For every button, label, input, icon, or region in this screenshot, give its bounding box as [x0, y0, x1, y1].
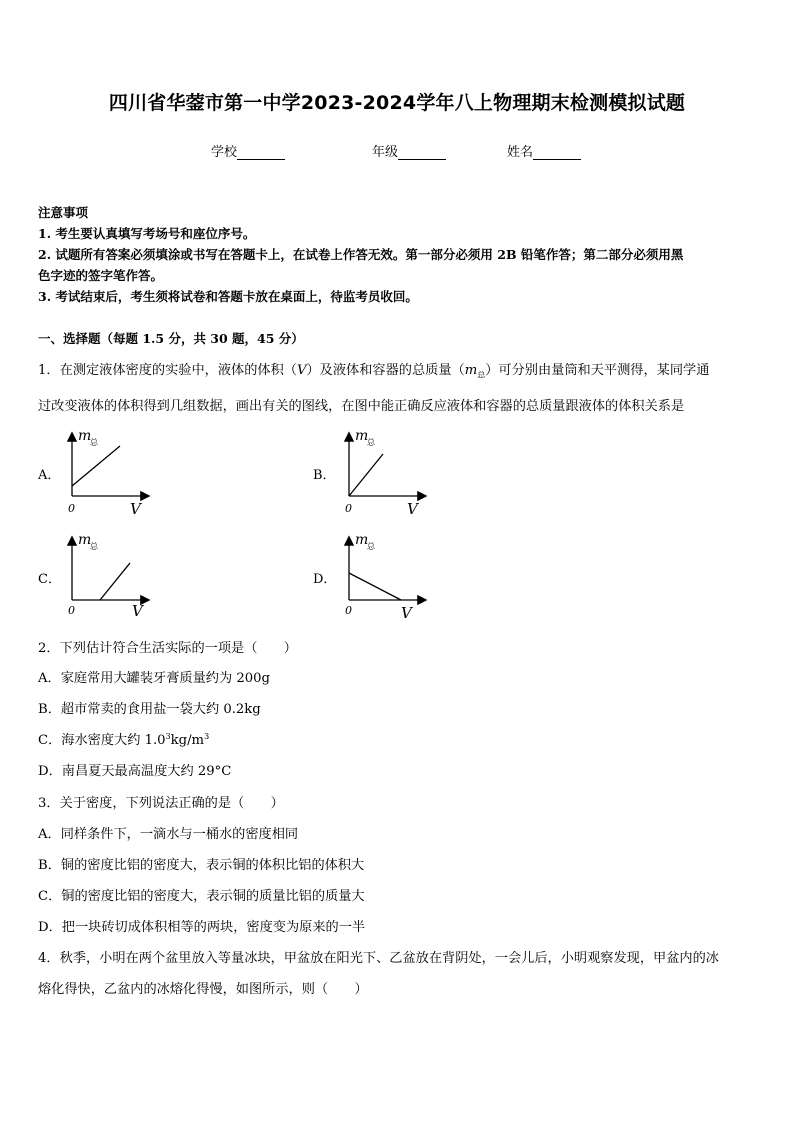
q2-option-d: D．南昌夏天最高温度大约 29°C: [38, 764, 232, 779]
q4-stem-line2: 熔化得快，乙盆内的冰熔化得慢，如图所示，则（ ）: [38, 982, 368, 997]
name-field: [507, 141, 581, 160]
note-item: 色字迹的签字笔作答。: [38, 268, 164, 283]
q2-option-b: B．超市常卖的食用盐一袋大约 0.2kg: [38, 702, 261, 717]
x-axis-label: V: [130, 500, 141, 518]
graph-line: [72, 446, 120, 486]
q3-option-c: C．铜的密度比铝的密度大，表示铜的质量比铝的质量大: [38, 889, 365, 904]
q4-stem-line1: 4．秋季，小明在两个盆里放入等量冰块，甲盆放在阳光下、乙盆放在背阴处，一会儿后，小明观察发现，甲盆内的冰: [38, 951, 719, 966]
q1-option-d-label: D．: [313, 572, 337, 587]
graph-line: [100, 563, 130, 600]
origin-label: 0: [345, 604, 352, 617]
y-axis-label: m: [355, 532, 369, 548]
school-field: [211, 141, 285, 160]
section-heading: 一、选择题（每题 1.5 分，共 30 题，45 分）: [38, 331, 304, 346]
grade-blank: [398, 146, 446, 160]
y-axis-sub: 总: [367, 438, 375, 447]
note-item: 1. 考生要认真填写考场号和座位序号。: [38, 226, 256, 241]
q1-option-b-label: B．: [313, 468, 336, 483]
q3-option-b: B．铜的密度比铝的密度大，表示铜的体积比铝的体积大: [38, 858, 365, 873]
name-blank: [533, 146, 581, 160]
school-label: 学校: [211, 145, 238, 160]
note-item: 2. 试题所有答案必须填涂或书写在答题卡上，在试卷上作答无效。第一部分必须用 2B 铅笔作答；第二部分必须用黑: [38, 247, 684, 262]
q1-stem-line1: 1．在测定液体密度的实验中，液体的体积（V）及液体和容器的总质量$(m_总)$可分别由量筒和天平测得，某同学通: [38, 363, 710, 380]
name-label: 姓名: [507, 145, 534, 160]
q2-option-c: C．海水密度大约 $1.0^3kg/m^3$: [38, 732, 210, 748]
q1-graph-a: [60, 426, 160, 518]
y-axis-sub: 总: [367, 542, 375, 551]
y-axis-label: m: [355, 428, 369, 444]
q1-graph-c: [60, 530, 160, 622]
y-axis-label: m: [78, 428, 92, 444]
graph-line: [349, 573, 401, 600]
q1-option-a-label: A．: [38, 468, 61, 483]
q3-option-d: D．把一块砖切成体积相等的两块，密度变为原来的一半: [38, 920, 366, 935]
grade-label: 年级: [372, 145, 399, 160]
q1-graph-b: [337, 426, 437, 518]
y-axis-sub: 总: [90, 438, 98, 447]
x-axis-label: V: [401, 604, 412, 622]
origin-label: 0: [68, 502, 75, 515]
q1-stem-line2: 过改变液体的体积得到几组数据，画出有关的图线，在图中能正确反应液体和容器的总质量跟液体的体积关系是: [38, 399, 685, 414]
origin-label: 0: [68, 604, 75, 617]
note-item: 3. 考试结束后，考生须将试卷和答题卡放在桌面上，待监考员收回。: [38, 289, 418, 304]
x-axis-label: V: [407, 500, 418, 518]
origin-label: 0: [345, 502, 352, 515]
graph-line: [349, 454, 383, 496]
q3-stem: 3．关于密度，下列说法正确的是（ ）: [38, 796, 284, 811]
notes-heading: 注意事项: [38, 205, 89, 220]
y-axis-sub: 总: [90, 542, 98, 551]
grade-field: [372, 141, 446, 160]
school-blank: [237, 146, 285, 160]
page-title: 四川省华蓥市第一中学2023-2024学年八上物理期末检测模拟试题: [108, 92, 686, 114]
y-axis-label: m: [78, 532, 92, 548]
q2-option-a: A．家庭常用大罐装牙膏质量约为 200g: [38, 671, 270, 686]
q2-stem: 2．下列估计符合生活实际的一项是（ ）: [38, 641, 297, 656]
x-axis-label: V: [132, 602, 143, 620]
q1-graph-d: [337, 530, 437, 622]
q1-option-c-label: C．: [38, 572, 61, 587]
q3-option-a: A．同样条件下，一滴水与一桶水的密度相同: [38, 827, 299, 842]
